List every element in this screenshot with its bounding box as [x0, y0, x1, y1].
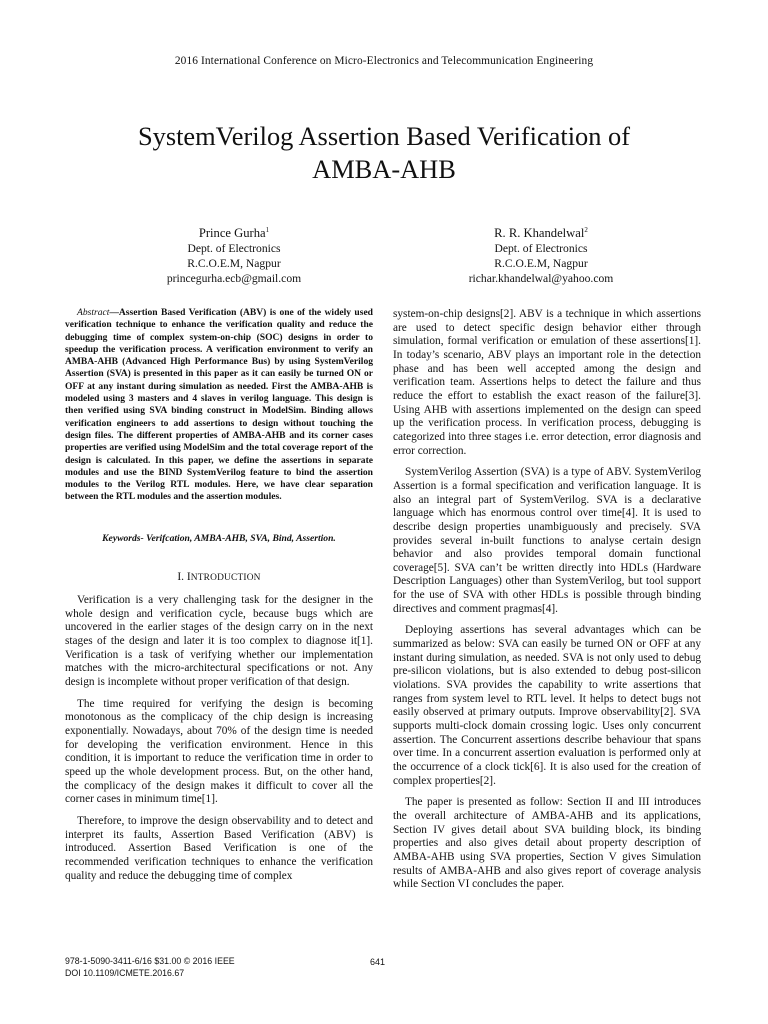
left-column [65, 307, 373, 891]
paragraph: The time required for verifying the design is becoming monotonous as the complicacy of the chip design is increasing exponentially. Nowadays, about 70% of the design time is needed for developing the verification environment. Hence in this condition, it is important to reduce the verification time in order to speed up the whole development process. But, on the other hand, the complicacy of the design makes it difficult to cover all the corner cases in minimum time[1]. [65, 697, 373, 806]
doi-line: DOI 10.1109/ICMETE.2016.67 [65, 968, 185, 978]
author-dept: Dept. of Electronics [187, 242, 281, 255]
paragraph: Deploying assertions has several advantages which can be summarized as below: SVA can easily be turned ON or OFF at any instant during simulation, as needed. SVA is not only used to debug pre-silicon violations, but is also extended to debug post-silicon violations. SVA provides the capability to write assertions that ranges from system level to RTL level. It helps to detect bugs not easily observed at primary outputs. Improve observability[2]. SVA supports multi-clock domain crossing logic. Uses only concurrent assertion. The Concurrent assertions describe behaviour that spans over time. In a concurrent assertion evaluation is performed only at the occurrence of a clock tick[6]. It is also used for the creation of complex properties[2]. [393, 624, 701, 787]
page-number: 641 [370, 957, 386, 967]
abstract [65, 307, 373, 504]
author-email: richar.khandelwal@yahoo.com [468, 272, 614, 285]
isbn-line: 978-1-5090-3411-6/16 $31.00 © 2016 IEEE [65, 956, 235, 966]
paragraph: Verification is a very challenging task for the designer in the whole design and verification cycle, because bugs which are uncovered in the earlier stages of the design carry on in the next stages of the design and later it is too complex to diagnose it[1]. Verification is a task of verifying whether our implementation matches with the micro-architectural specifications or not. Any design is incomplete without proper verification of that design. [65, 594, 373, 688]
paragraph: SystemVerilog Assertion (SVA) is a type of ABV. SystemVerilog Assertion is a formal specification and verification language. It is also an integral part of SystemVerilog. SVA is a declarative language which has enormous control over time[4]. It is used to describe design properties unambiguously and precisely. SVA provides several in-built functions to analyse certain design behavior and also provides temporal domain functional coverage[5]. SVA can’t be written directly into HDLs (Hardware Description Languages) other than SystemVerilog, but tool support for the use of SVA with other HDLs is possible through binding directives and comment pragmas[4]. [393, 466, 701, 615]
author-superscript: 1 [265, 225, 270, 234]
author-institution: R.C.O.E.M, Nagpur [187, 257, 281, 270]
paragraph: Therefore, to improve the design observability and to detect and interpret its faults, Assertion Based Verification (ABV) is introduced. Assertion Based Verification is one of the recommended verification techniques to enhance the verification quality and reduce the debugging time of complex [65, 814, 373, 882]
section-heading-introduction: I. INTRODUCTION [177, 571, 261, 584]
abstract-label: Abstract [77, 307, 110, 318]
paragraph: The paper is presented as follow: Section II and III introduces the overall architecture of AMBA-AHB and its applications, Section IV gives detail about SVA building block, its binding properties and also gives detail about property description of AMBA-AHB using SVA properties, Section V gives Simulation results of AMBA-AHB and also gives report of coverage analysis while Section VI concludes the paper. [393, 796, 701, 891]
paper-title [60, 120, 708, 186]
author-block-1 [104, 226, 364, 286]
author-email: princegurha.ecb@gmail.com [166, 272, 302, 285]
title-line-1: SystemVerilog Assertion Based Verification of [137, 121, 631, 151]
author-name: Prince Gurha$^1$ [198, 225, 270, 240]
conference-header: 2016 International Conference on Micro-Electronics and Telecommunication Engineering [174, 55, 594, 67]
author-institution: R.C.O.E.M, Nagpur [494, 257, 588, 270]
copyright-footer [65, 955, 235, 979]
author-block-2 [411, 226, 671, 286]
author-name: R. R. Khandelwal$^2$ [494, 225, 588, 240]
author-dept: Dept. of Electronics [494, 242, 588, 255]
keywords: Keywords- Verifcation, AMBA-AHB, SVA, Bind, Assertion. [102, 532, 336, 544]
right-column [393, 308, 701, 900]
abstract-text: —Assertion Based Verification (ABV) is one of the widely used verification technique to enhance the verification quality and reduce the debugging time of complex system-on-chip (SOC) designs in order to speedup the verification process. A verification environment to verify an AMBA-AHB (Advanced High Performance Bus) by using SystemVerilog Assertion (SVA) is presented in this paper as it can easily be turned ON or OFF at any instant during simulation as needed. First the AMBA-AHB is modeled using 3 masters and 4 slaves in verilog language. This design is then verified using SVA binding construct in ModelSim. Binding allows verification engineers to add assertions to design without touching the design files. The different properties of AMBA-AHB and its corner cases properties are verified using ModelSim and the total coverage report of the design is calculated. In this paper, we define the assertions in separate modules and use the BIND SystemVerilog feature to bind the assertion modules to the Verilog RTL modules. Here, we have clear separation between the RTL modules and the assertion modules. [65, 307, 373, 503]
author-superscript: 2 [584, 225, 588, 234]
paragraph: system-on-chip designs[2]. ABV is a technique in which assertions are used to detect specific design behavior either through simulation, formal verification or emulation of these assertions[1]. In today’s scenario, ABV plays an important role in the detection phase and has been well accepted among the design and verification team. Assertions helps to detect the failure and thus reduce the effort to establish the exact reason of the failure[3]. Using AHB with assertions implemented on the design can speed up the verification process. In verification process, debugging is categorized into three stages i.e. error detection, error diagnosis and error correction. [393, 308, 701, 457]
title-line-2: AMBA-AHB [312, 154, 456, 184]
